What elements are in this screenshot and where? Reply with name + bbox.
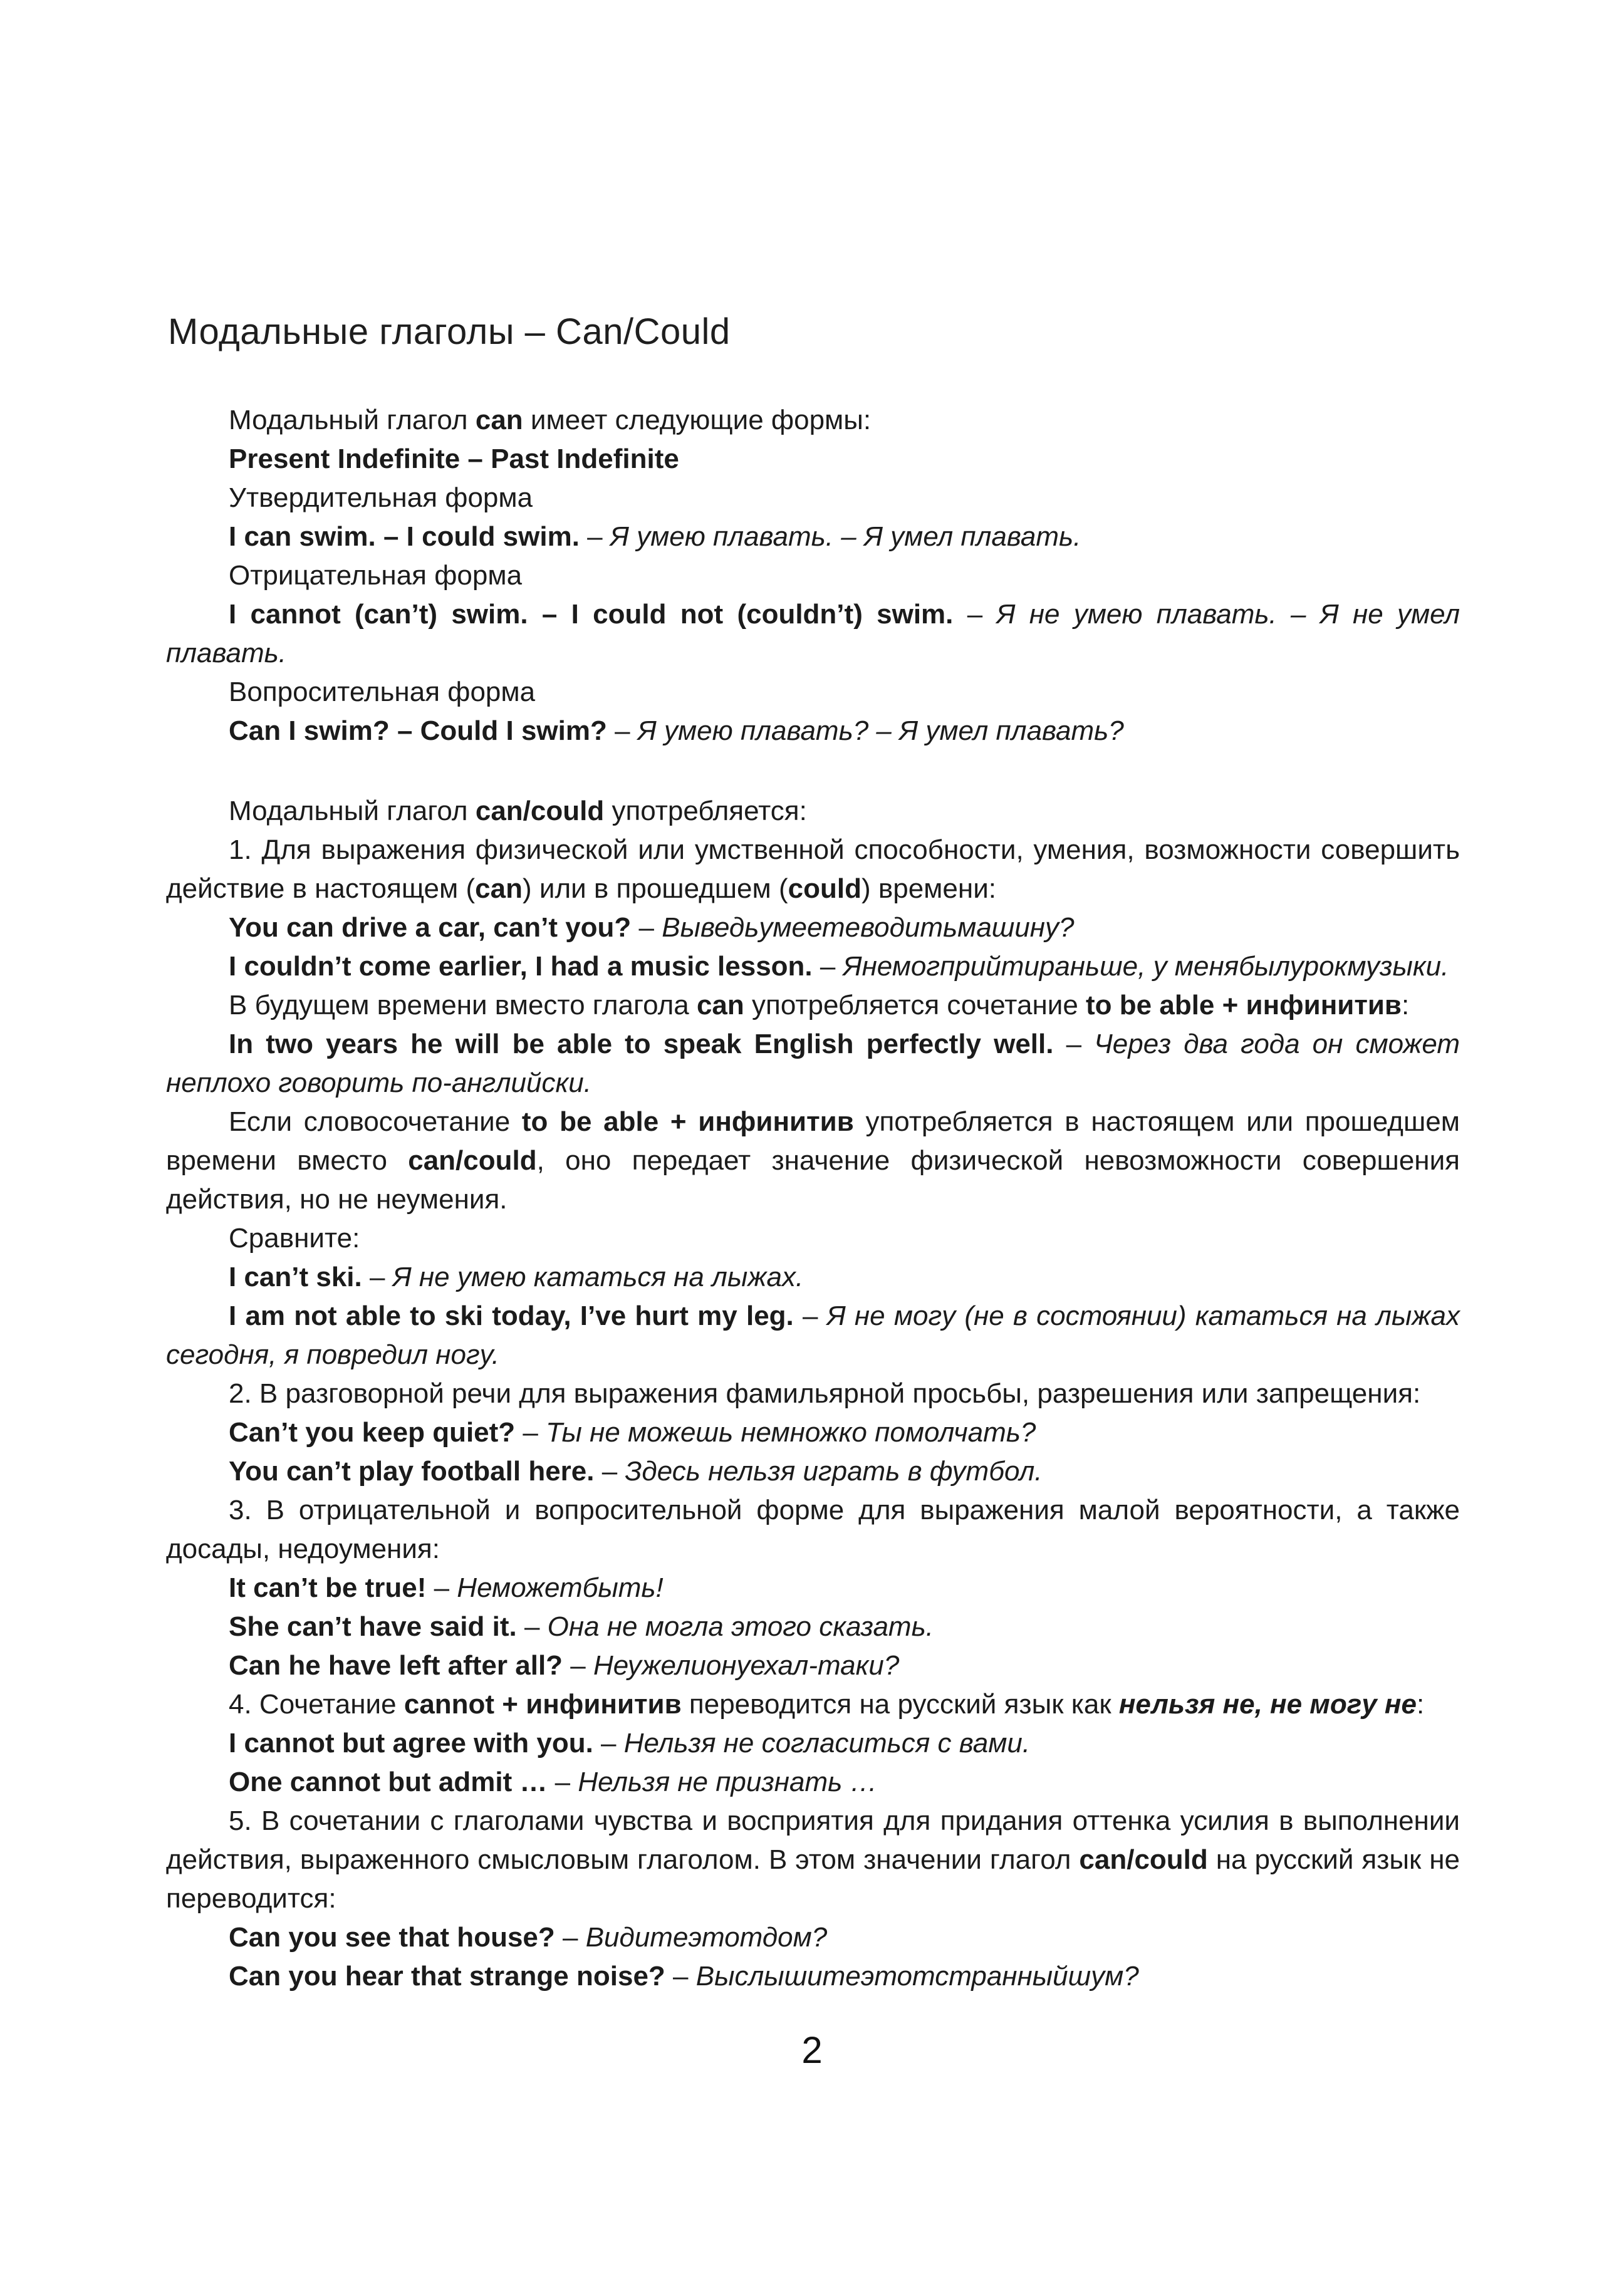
text-run: Ты не можешь немножко помолчать?: [546, 1417, 1036, 1448]
paragraph: [166, 908, 1460, 947]
text-run: to be able + инфинитив: [521, 1106, 854, 1137]
paragraph: [166, 947, 1460, 986]
text-run: употребляется в настоящем или прошедшем времени вместо: [166, 1106, 1460, 1176]
text-run: Я не умею кататься на лыжах.: [392, 1262, 804, 1292]
text-run: cannot + инфинитив: [403, 1689, 682, 1720]
paragraph: [166, 1297, 1460, 1374]
text-run: употребляется сочетание: [744, 990, 1086, 1021]
text-run: Модальный глагол: [229, 796, 476, 826]
paragraph: [166, 1918, 1460, 1957]
paragraph: [166, 1374, 1460, 1413]
text-run: Я умею плавать? – Я умел плавать?: [637, 715, 1124, 746]
text-run: –: [631, 912, 662, 943]
text-run: Янемогприйтираньше, у менябылурокмузыки.: [843, 951, 1449, 982]
text-run: имеет следующие формы:: [523, 405, 872, 435]
paragraph: [166, 1219, 1460, 1258]
document-body: [166, 401, 1460, 1996]
text-run: употребляется:: [604, 796, 807, 826]
text-run: Вопросительная форма: [229, 677, 536, 707]
text-run: Я не могу (не в состоянии) кататься на лыжах сегодня, я повредил ногу.: [166, 1301, 1460, 1370]
text-run: :: [1416, 1689, 1425, 1720]
text-run: –: [665, 1961, 696, 1992]
paragraph: [166, 1957, 1460, 1996]
text-run: , оно передает значение физической невозможности совершения действия, но не неумения.: [166, 1145, 1460, 1215]
text-run: –: [1053, 1029, 1095, 1059]
text-run: In two years he will be able to speak English perfectly well.: [229, 1029, 1054, 1059]
paragraph: [166, 1258, 1460, 1297]
text-run: В будущем времени вместо глагола: [229, 990, 697, 1021]
text-run: ) времени:: [861, 873, 996, 904]
text-run: Видитеэтотдом?: [585, 1922, 828, 1953]
paragraph: [166, 673, 1460, 712]
text-run: –: [606, 715, 638, 746]
page-title: Модальные глаголы – Can/Could: [168, 311, 731, 352]
text-run: на русский язык не переводится:: [166, 1844, 1460, 1914]
text-run: I cannot but agree with you.: [229, 1728, 593, 1758]
text-run: Present Indefinite – Past Indefinite: [229, 444, 679, 474]
text-run: One cannot but admit …: [229, 1767, 548, 1797]
paragraph: [166, 556, 1460, 595]
paragraph: [166, 1685, 1460, 1724]
paragraph: [166, 1802, 1460, 1918]
text-run: Выведьумеетеводитьмашину?: [662, 912, 1075, 943]
text-run: переводится на русский язык как: [681, 1689, 1119, 1720]
text-run: –: [594, 1456, 625, 1487]
text-run: –: [554, 1922, 586, 1953]
paragraph: [166, 1569, 1460, 1608]
paragraph: [166, 712, 1460, 751]
text-run: 5. В сочетании с глаголами чувства и восприятия для придания оттенка усилия в выполнении действия, выраженного смысловым глаголом. В этом значении глагол: [166, 1805, 1460, 1875]
text-run: 3. В отрицательной и вопросительной форме для выражения малой вероятности, а также досады, недоумения:: [166, 1495, 1460, 1564]
text-run: Can you hear that strange noise?: [229, 1961, 665, 1992]
text-run: Если словосочетание: [229, 1106, 522, 1137]
text-run: –: [793, 1301, 827, 1331]
text-run: –: [563, 1650, 593, 1681]
paragraph: [166, 1452, 1460, 1491]
text-run: I can’t ski.: [229, 1262, 362, 1292]
text-run: I am not able to ski today, I’ve hurt my leg.: [229, 1301, 794, 1331]
text-run: She can’t have said it.: [229, 1611, 517, 1642]
text-run: Отрицательная форма: [229, 560, 523, 591]
text-run: Я умею плавать. – Я умел плавать.: [610, 521, 1081, 552]
text-run: Нельзя не признать …: [578, 1767, 878, 1797]
paragraph: [166, 1103, 1460, 1219]
paragraph: [166, 1025, 1460, 1103]
text-run: Can he have left after all?: [229, 1650, 563, 1681]
text-run: Can’t you keep quiet?: [229, 1417, 516, 1448]
paragraph: [166, 1763, 1460, 1802]
page-number: 2: [801, 2029, 823, 2071]
paragraph: [166, 792, 1460, 831]
text-run: Неужелионуехал-таки?: [593, 1650, 900, 1681]
text-run: :: [1401, 990, 1410, 1021]
text-run: –: [547, 1767, 578, 1797]
text-run: –: [593, 1728, 624, 1758]
text-run: Я не умею плавать. – Я не умел плавать.: [166, 599, 1460, 668]
text-run: Can you see that house?: [229, 1922, 555, 1953]
text-run: can: [475, 405, 523, 435]
text-run: can/could: [1079, 1844, 1208, 1875]
paragraph: [166, 1413, 1460, 1452]
paragraph: [166, 595, 1460, 673]
text-run: can: [696, 990, 744, 1021]
paragraph: [166, 517, 1460, 556]
text-run: –: [579, 521, 610, 552]
paragraph: [166, 479, 1460, 517]
text-run: –: [362, 1262, 393, 1292]
text-run: I can swim. – I could swim.: [229, 521, 580, 552]
text-run: I cannot (can’t) swim. – I could not (couldn’t) swim.: [229, 599, 954, 630]
text-run: Она не могла этого сказать.: [547, 1611, 934, 1642]
text-run: can/could: [408, 1145, 537, 1176]
paragraph: [166, 1491, 1460, 1569]
text-run: –: [953, 599, 997, 630]
text-run: Здесь нельзя играть в футбол.: [625, 1456, 1043, 1487]
text-run: 4. Сочетание: [229, 1689, 404, 1720]
text-run: –: [515, 1417, 546, 1448]
paragraph: [166, 1608, 1460, 1646]
text-run: 2. В разговорной речи для выражения фамильярной просьбы, разрешения или запрещения:: [229, 1378, 1421, 1409]
text-run: Утвердительная форма: [229, 482, 533, 513]
text-run: Нельзя не согласиться с вами.: [623, 1728, 1031, 1758]
paragraph: [166, 986, 1460, 1025]
text-run: Сравните:: [229, 1223, 360, 1254]
paragraph: [166, 401, 1460, 440]
text-run: ) или в прошедшем (: [522, 873, 788, 904]
text-run: –: [426, 1572, 457, 1603]
text-run: to be able + инфинитив: [1086, 990, 1402, 1021]
text-run: You can’t play football here.: [229, 1456, 595, 1487]
paragraph: [166, 1646, 1460, 1685]
text-run: can/could: [475, 796, 605, 826]
text-run: It can’t be true!: [229, 1572, 427, 1603]
text-run: Выслышитеэтотстранныйшум?: [695, 1961, 1139, 1992]
paragraph: [166, 831, 1460, 908]
text-run: could: [788, 873, 861, 904]
text-run: can: [475, 873, 523, 904]
text-run: 1. Для выражения физической или умственной способности, умения, возможности совершить действие в настоящем (: [166, 834, 1460, 904]
paragraph: [166, 1724, 1460, 1763]
text-run: You can drive a car, can’t you?: [229, 912, 632, 943]
text-run: нельзя не, не могу не: [1118, 1689, 1417, 1720]
text-run: –: [812, 951, 843, 982]
text-run: Модальный глагол: [229, 405, 476, 435]
text-run: –: [516, 1611, 548, 1642]
text-run: Can I swim? – Could I swim?: [229, 715, 607, 746]
text-run: I couldn’t come earlier, I had a music lesson.: [229, 951, 813, 982]
text-run: Неможетбыть!: [457, 1572, 664, 1603]
paragraph: [166, 440, 1460, 479]
text-run: Через два года он сможет неплохо говорить по-английски.: [166, 1029, 1460, 1098]
